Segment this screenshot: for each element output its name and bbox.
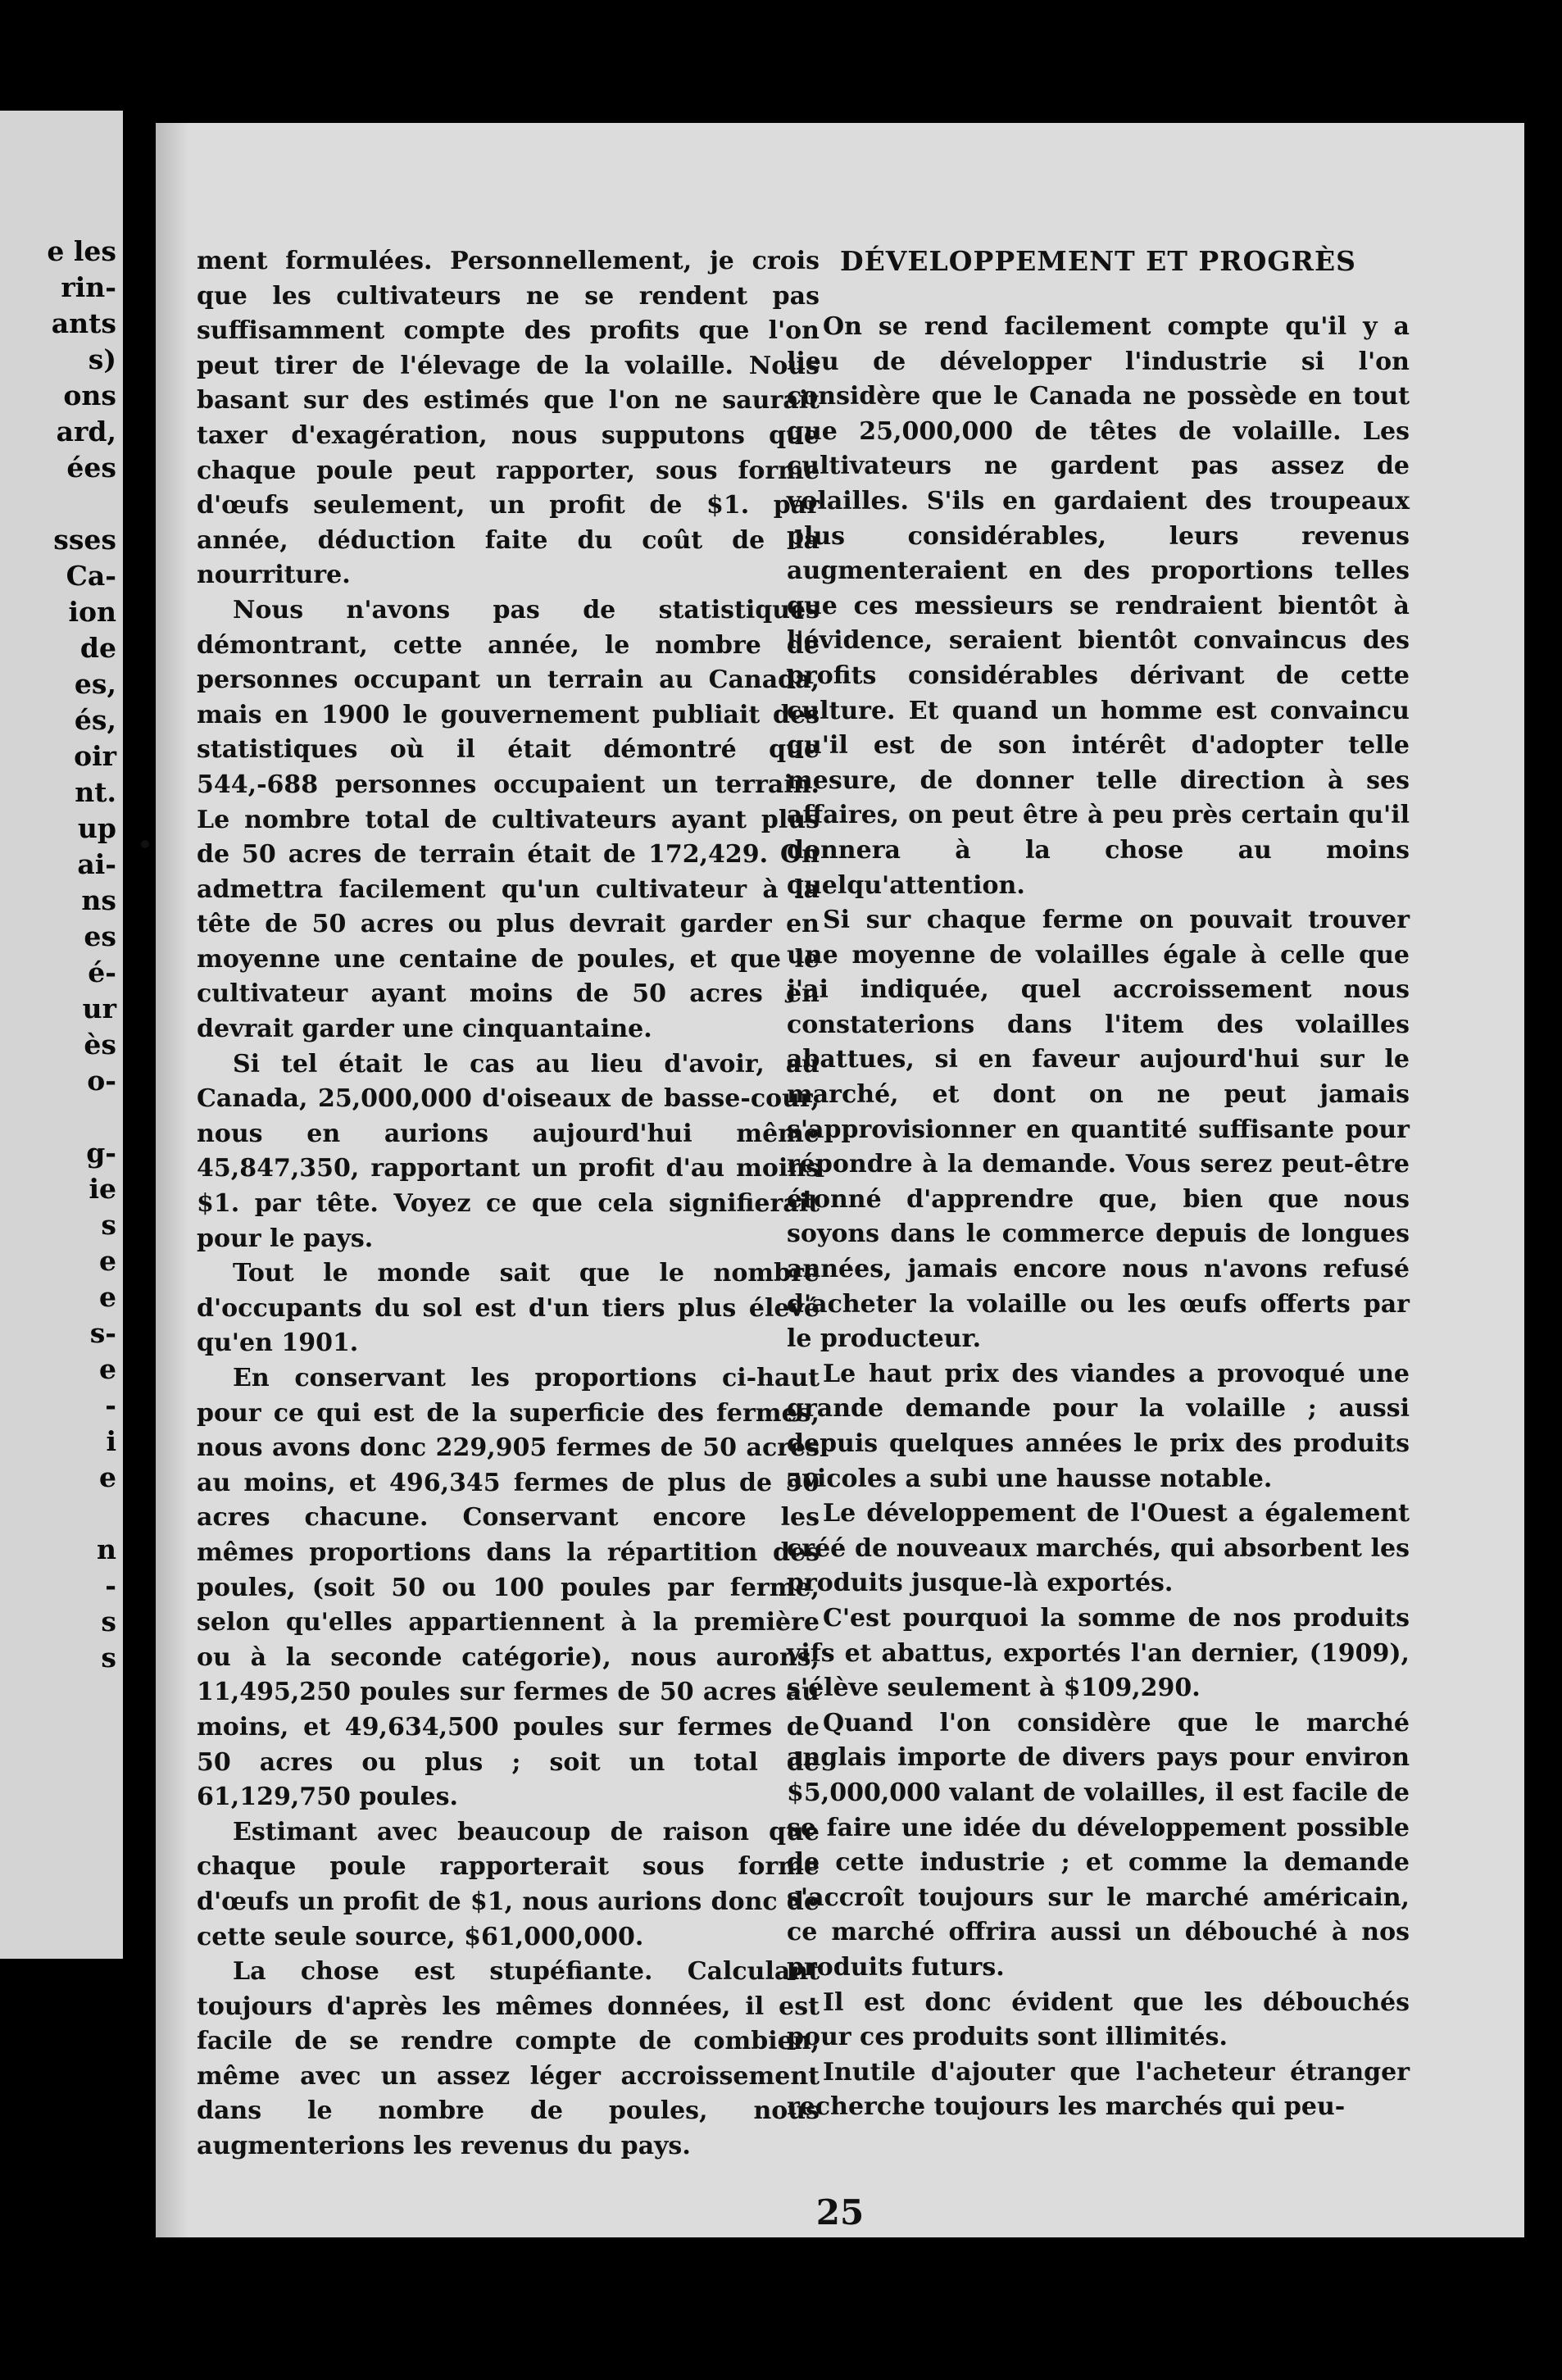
previous-page-edge [0, 111, 123, 1959]
left-column [197, 244, 820, 2164]
previous-page-fragment: es, [74, 668, 116, 700]
page-gutter-shadow [156, 123, 188, 2237]
previous-page-fragment: s- [89, 1317, 116, 1349]
paragraph-left-7: La chose est stupéfiante. Calculant toujours d'après les mêmes données, il est facile de se rendre compte de combien, même avec un assez léger accroissement dans le nombre de poules, nous augmenterions les revenus du pays. [197, 1957, 820, 2161]
previous-page-fragment: es [84, 920, 116, 952]
paragraph-left-2: Nous n'avons pas de statistiques démontrant, cette année, le nombre de personnes occupant un terrain au Canada, mais en 1900 le gouvernement publiait des statistiques où il était démontré que 544,-688 personnes occupaient un terrain. Le nombre total de cultivateurs ayant plus de 50 acres de terrain était de 172,429. On admettra facilement qu'un cultivateur à la tête de 50 acres ou plus devrait garder en moyenne une centaine de poules, et que le cultivateur ayant moins de 50 acres en devrait garder une cinquantaine. [197, 595, 820, 1044]
previous-page-fragment: ur [82, 992, 116, 1024]
previous-page-fragment: e [99, 1461, 116, 1493]
previous-page-fragment [47, 486, 116, 522]
paragraph-right-1: On se rend facilement compte qu'il y a lieu de développer l'industrie si l'on considère que le Canada ne possède en tout que 25,000,000 de têtes de volaille. Les cultivateurs ne gardent pas assez de volailles. S'ils en gardaient des troupeaux plus considérables, leurs revenus augmenteraient en des proportions telles que ces messieurs se rendraient bientôt à l'évidence, seraient bientôt convaincus des profits considérables dérivant de cette culture. Et quand un homme est convaincu qu'il est de son intérêt d'adopter telle mesure, de donner telle direction à ses affaires, on peut être à peu près certain qu'il donnera à la chose au moins quelqu'attention. [787, 312, 1410, 900]
previous-page-fragment: s [101, 1642, 116, 1674]
paragraph-right-2: Si sur chaque ferme on pouvait trouver une moyenne de volailles égale à celle que j'ai indiquée, quel accroissement nous constaterions dans l'item des volailles abattues, si en faveur aujourd'hui sur le marché, et dont on ne peut jamais s'approvisionner en quantité suffisante pour répondre à la demande. Vous serez peut-être étonné d'apprendre que, bien que nous soyons dans le commerce depuis de longues années, jamais encore nous n'avons refusé d'acheter la volaille ou les œufs offerts par le producteur. [787, 906, 1410, 1354]
section-heading: DÉVELOPPEMENT ET PROGRÈS [840, 245, 1356, 277]
previous-page-fragment: rin- [61, 271, 116, 303]
previous-page-fragment: i [106, 1425, 116, 1457]
previous-page-fragment: nt. [75, 776, 116, 808]
previous-page-fragment: ai- [77, 848, 116, 880]
paragraph-right-8: Inutile d'ajouter que l'acheteur étranger recherche toujours les marchés qui peu- [787, 2057, 1410, 2122]
previous-page-fragment: ées [66, 452, 116, 484]
paragraph-left-6: Estimant avec beaucoup de raison que chaque poule rapporterait sous forme d'œufs un profit de $1, nous aurions donc de cette seule source, $61,000,000. [197, 1817, 820, 1951]
previous-page-fragment: ard, [56, 416, 116, 447]
previous-page-fragment: ès [84, 1029, 116, 1061]
previous-page-fragment: oir [74, 740, 116, 772]
previous-page-fragment: - [105, 1569, 116, 1601]
previous-page-fragment: e [99, 1353, 116, 1385]
paragraph-left-1: ment formulées. Personnellement, je crois que les cultivateurs ne se rendent pas suffisamment compte des profits que l'on peut tirer de l'élevage de la volaille. Nous basant sur des estimés que l'on ne saurait taxer d'exagération, nous supputons que chaque poule peut rapporter, sous forme d'œufs seulement, un profit de $1. par année, déduction faite du coût de la nourriture. [197, 247, 820, 590]
margin-mark [141, 840, 149, 848]
previous-page-text [47, 234, 116, 1676]
paragraph-right-6: Quand l'on considère que le marché anglais importe de divers pays pour environ $5,000,000 valant de volailles, il est facile de se faire une idée du développement possible de cette industrie ; et comme la demande s'accroît toujours sur le marché américain, ce marché offrira aussi un débouché à nos produits futurs. [787, 1708, 1410, 1982]
previous-page-fragment: ie [89, 1173, 116, 1205]
previous-page-fragment: é- [88, 956, 116, 988]
previous-page-fragment: - [105, 1389, 116, 1421]
previous-page-fragment: e [99, 1245, 116, 1277]
previous-page-fragment: de [79, 632, 116, 664]
previous-page-fragment: up [77, 812, 116, 844]
book-page [156, 123, 1524, 2237]
paragraph-right-4: Le développement de l'Ouest a également créé de nouveaux marchés, qui absorbent les produits jusque-là exportés. [787, 1499, 1410, 1598]
right-column [787, 244, 1410, 2125]
previous-page-fragment: n [97, 1533, 116, 1565]
previous-page-fragment: ons [63, 379, 116, 411]
previous-page-fragment: g- [86, 1137, 116, 1169]
paragraph-right-3: Le haut prix des viandes a provoqué une grande demande pour la volaille ; aussi depuis quelques années le prix des produits avicoles a subi une hausse notable. [787, 1359, 1410, 1493]
previous-page-fragment: Ca- [66, 560, 116, 592]
previous-page-fragment: ion [68, 596, 116, 628]
previous-page-fragment: és, [74, 704, 116, 736]
paragraph-right-5: C'est pourquoi la somme de nos produits vifs et abattus, exportés l'an dernier, (1909), s'élève seulement à $109,290. [787, 1603, 1410, 1703]
previous-page-fragment [47, 1099, 116, 1135]
paragraph-right-7: Il est donc évident que les débouchés pour ces produits sont illimités. [787, 1987, 1410, 2052]
previous-page-fragment: ants [51, 307, 116, 339]
previous-page-fragment: s [101, 1606, 116, 1637]
previous-page-fragment [47, 1496, 116, 1532]
previous-page-fragment: s) [88, 343, 116, 375]
previous-page-fragment: e [99, 1281, 116, 1313]
paragraph-left-4: Tout le monde sait que le nombre d'occupants du sol est d'un tiers plus élevé qu'en 1901. [197, 1259, 820, 1358]
previous-page-fragment: sses [53, 524, 116, 556]
paragraph-left-5: En conservant les proportions ci-haut pour ce qui est de la superficie des fermes, nous avons donc 229,905 fermes de 50 acres au moins, et 496,345 fermes de plus de 50 acres chacune. Conservant encore les mêmes proportions dans la répartition des poules, (soit 50 ou 100 poules par ferme, selon qu'elles appartiennent à la première ou à la seconde catégorie), nous aurons, 11,495,250 poules sur fermes de 50 acres au moins, et 49,634,500 poules sur fermes de 50 acres ou plus ; soit un total de 61,129,750 poules. [197, 1364, 820, 1812]
previous-page-fragment: e les [47, 235, 116, 267]
paragraph-left-3: Si tel était le cas au lieu d'avoir, au Canada, 25,000,000 d'oiseaux de basse-cour, nous en aurions aujourd'hui même 45,847,350, rapportant un profit d'au moins $1. par tête. Voyez ce que cela signifierait pour le pays. [197, 1049, 820, 1253]
previous-page-fragment: o- [87, 1065, 116, 1097]
previous-page-fragment: ns [81, 884, 116, 916]
page-number: 25 [815, 2192, 865, 2232]
previous-page-fragment: s [101, 1209, 116, 1241]
